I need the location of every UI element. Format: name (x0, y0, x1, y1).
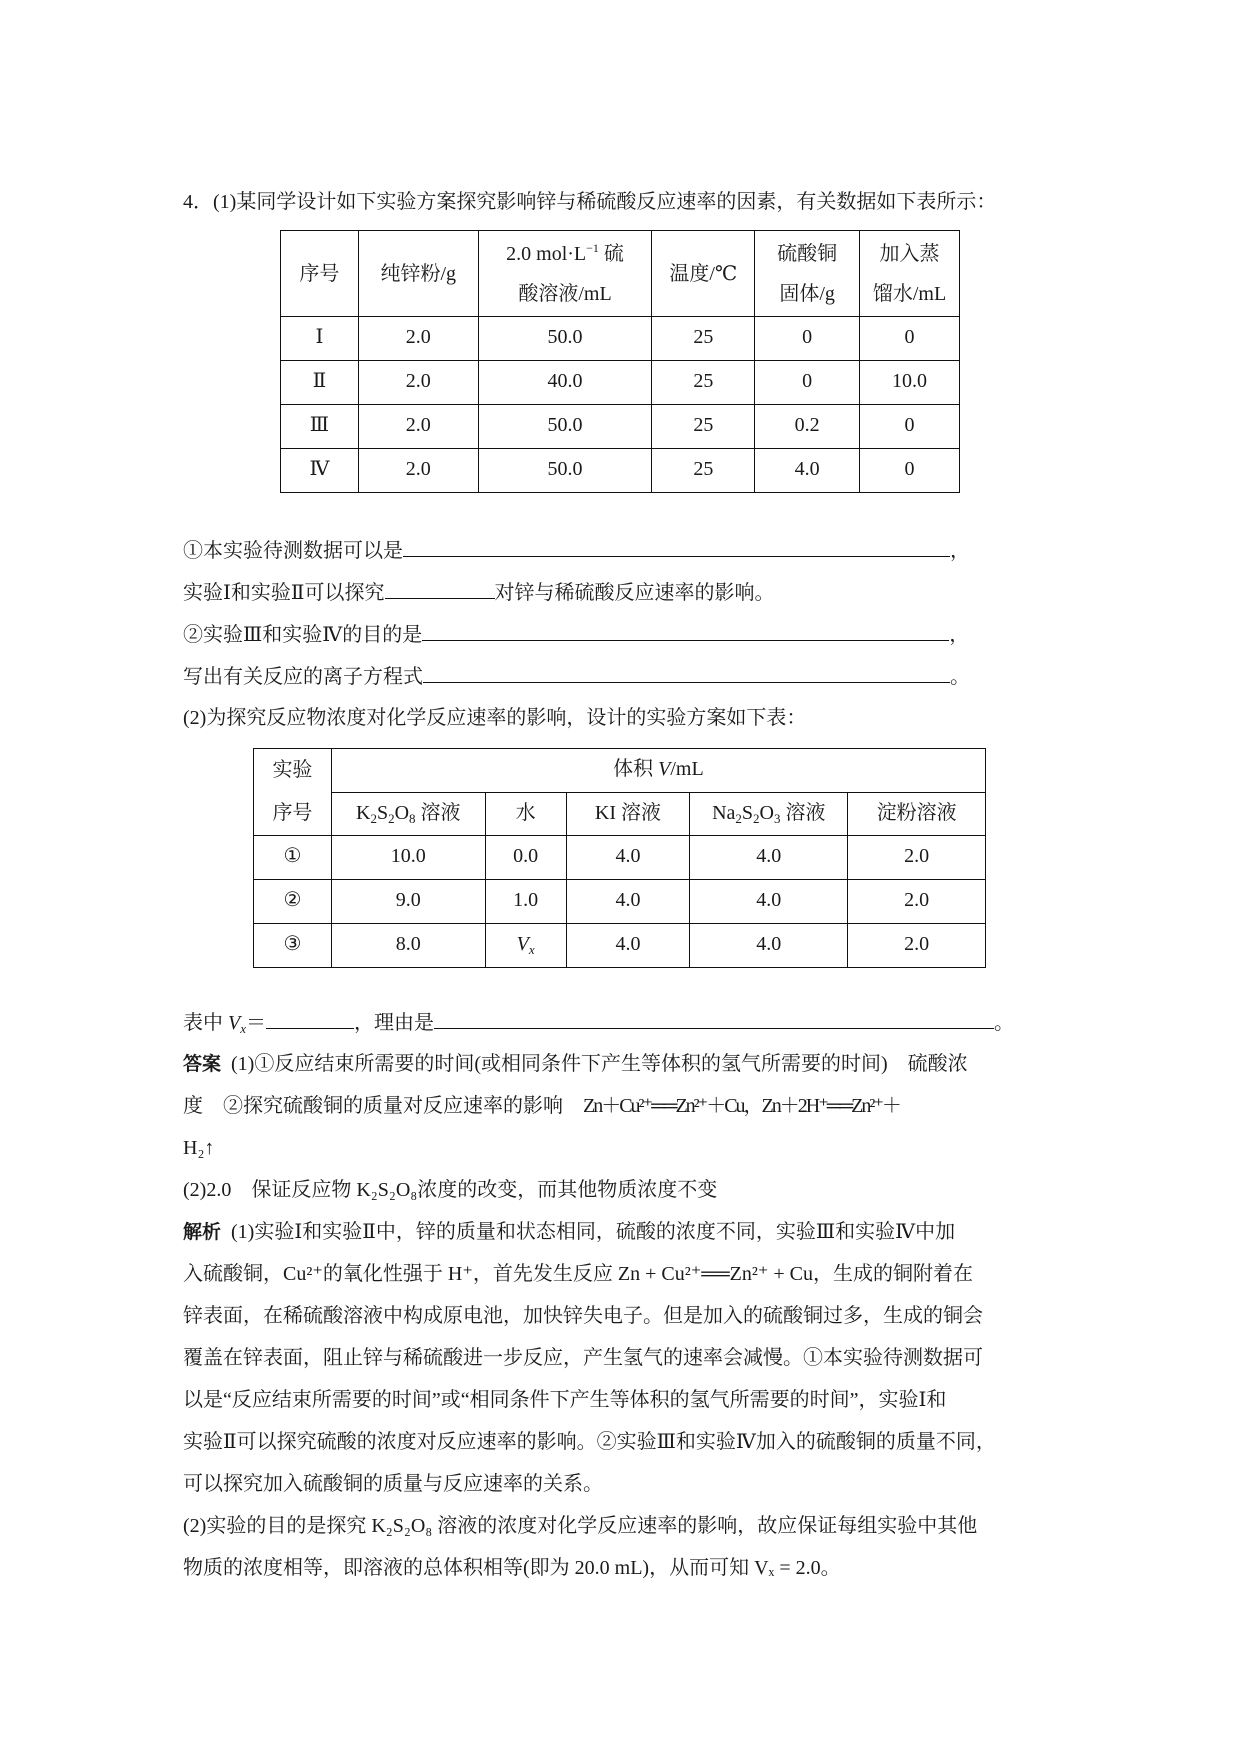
table1-header-index: 序号 (281, 231, 359, 317)
question-number: 4． (183, 191, 213, 213)
table-cell: 0 (860, 317, 960, 361)
answer-label: 答案 (183, 1053, 222, 1075)
q2-line2 (183, 664, 1063, 689)
table-cell: 2.0 (358, 405, 478, 449)
analysis-line-9: 物质的浓度相等，即溶液的总体积相等(即为 20.0 mL)，从而可知 Vₓ = 2.0。 (183, 1557, 841, 1579)
table-cell: 8.0 (331, 924, 485, 968)
table1-header-zinc: 纯锌粉/g (358, 231, 478, 317)
table-cell: ② (254, 880, 332, 924)
analysis-line-5: 以是“反应结束所需要的时间”或“相同条件下产生等体积的氢气所需要的时间”，实验Ⅰ和 (183, 1389, 947, 1411)
answer-part2: (2)2.0 保证反应物 K₂S₂O₈浓度的改变，而其他物质浓度不变 (183, 1179, 718, 1201)
table-row (281, 317, 960, 361)
analysis-line-4: 覆盖在锌表面，阻止锌与稀硫酸进一步反应，产生氢气的速率会减慢。①本实验待测数据可 (183, 1347, 983, 1369)
part2-intro: (2)为探究反应物浓度对化学反应速率的影响，设计的实验方案如下表： (183, 707, 807, 729)
answer-equation: Zn＋Cu²⁺══Zn²⁺＋Cu，Zn＋2H⁺══Zn²⁺＋ (583, 1095, 900, 1117)
table2-header-k2s2o8: $K_2S_2O_8$ 溶液 (331, 792, 485, 836)
part1-intro: (1)某同学设计如下实验方案探究影响锌与稀硫酸反应速率的因素，有关数据如下表所示： (213, 191, 997, 213)
table-row (254, 924, 986, 968)
table1-header-cuso4-line1: 硫酸铜 (777, 242, 838, 265)
table-cell: 10.0 (860, 361, 960, 405)
table-cell: 4.0 (690, 924, 848, 968)
table1-header-acid-line1: 2.0 mol·L (506, 242, 587, 265)
table2-header-volume (331, 749, 985, 793)
answer-blank-4[interactable] (423, 664, 950, 683)
vx-var: V (228, 1012, 241, 1034)
q1-line2-suffix: 对锌与稀硫酸反应速率的影响。 (494, 582, 775, 604)
answer-line-1 (183, 1052, 1063, 1076)
table-cell: 0 (860, 449, 960, 493)
table-cell: 4.0 (690, 836, 848, 880)
answer-blank-2[interactable] (385, 580, 495, 599)
vx-eq: ＝ (246, 1012, 266, 1034)
table-cell: 25 (652, 361, 755, 405)
answer-blank-3[interactable] (422, 622, 949, 641)
analysis-line-7: 可以探究加入硫酸铜的质量与反应速率的关系。 (183, 1473, 603, 1495)
table1-header-acid-line2: 酸溶液/mL (518, 282, 612, 305)
analysis-label: 解析 (183, 1221, 222, 1243)
table-cell: 2.0 (848, 924, 986, 968)
table1-header-acid-tail: 硫 (598, 242, 624, 265)
table-row (281, 405, 960, 449)
table1-header-temp: 温度/℃ (652, 231, 755, 317)
table1-header-cuso4 (755, 231, 860, 317)
table2-header-row-1 (254, 749, 986, 793)
q2-line1 (183, 622, 1063, 647)
table-cell: 0.2 (755, 405, 860, 449)
analysis-line-3: 锌表面，在稀硫酸溶液中构成原电池，加快锌失电子。但是加入的硫酸铜过多，生成的铜会 (183, 1305, 983, 1327)
question-heading (183, 190, 1063, 214)
table-cell: 4.0 (566, 880, 690, 924)
table1-header-acid-sup: −1 (586, 240, 599, 255)
table-cell: 4.0 (755, 449, 860, 493)
table-cell: 50.0 (478, 449, 652, 493)
q2-line2-suffix: 。 (950, 666, 970, 688)
table-cell: 4.0 (690, 880, 848, 924)
table-cell: 25 (652, 317, 755, 361)
vx-suffix: 。 (994, 1012, 1014, 1034)
table-cell: 25 (652, 449, 755, 493)
analysis-line-6: 实验Ⅱ可以探究硫酸的浓度对反应速率的影响。②实验Ⅲ和实验Ⅳ加入的硫酸铜的质量不同， (183, 1431, 996, 1453)
table2-header-index-bottom: 序号 (272, 802, 313, 824)
table-cell: Ⅱ (281, 361, 359, 405)
table1-header-acid (478, 231, 652, 317)
experiment-table-1 (280, 230, 960, 493)
table-cell: 9.0 (331, 880, 485, 924)
table-cell: 4.0 (566, 836, 690, 880)
vx-sub: x (240, 1021, 246, 1036)
vx-prefix: 表中 (183, 1012, 228, 1034)
q1-line2 (183, 580, 1063, 605)
answer-text-1: (1)①反应结束所需要的时间(或相同条件下产生等体积的氢气所需要的时间) 硫酸浓 (231, 1053, 968, 1075)
table1-header-row (281, 231, 960, 317)
table-cell: 4.0 (566, 924, 690, 968)
table-cell: 2.0 (358, 317, 478, 361)
table2-header-index (254, 749, 332, 836)
q2-line1-prefix: ②实验Ⅲ和实验Ⅳ的目的是 (183, 624, 423, 646)
table-cell: 2.0 (358, 449, 478, 493)
table-row (281, 361, 960, 405)
q2-line2-prefix: 写出有关反应的离子方程式 (183, 666, 423, 688)
table-cell: 0 (860, 405, 960, 449)
table-cell: 50.0 (478, 405, 652, 449)
vx-mid: ，理由是 (354, 1012, 434, 1034)
experiment-table-2 (253, 748, 986, 968)
table1-header-water-line2: 馏水/mL (872, 282, 947, 305)
answer-blank-reason[interactable] (434, 1010, 994, 1029)
table-cell: 2.0 (848, 836, 986, 880)
table-row (281, 449, 960, 493)
table-cell: 0.0 (485, 836, 566, 880)
table-row (254, 880, 986, 924)
table2-header-starch: 淀粉溶液 (848, 792, 986, 836)
analysis-line-8: (2)实验的目的是探究 K₂S₂O₈ 溶液的浓度对化学反应速率的影响，故应保证每组实验中其他 (183, 1515, 978, 1537)
table-cell: 50.0 (478, 317, 652, 361)
answer-line-3: H₂↑ (183, 1137, 215, 1159)
table2-header-water: 水 (485, 792, 566, 836)
table-cell: 2.0 (358, 361, 478, 405)
table2-header-row-2 (254, 792, 986, 836)
table-cell: ③ (254, 924, 332, 968)
table-cell: 1.0 (485, 880, 566, 924)
table2-header-ki: KI 溶液 (566, 792, 690, 836)
answer-blank-vx[interactable] (266, 1010, 354, 1029)
q1-line1 (183, 538, 1063, 563)
table1-header-water-line1: 加入蒸 (879, 242, 940, 265)
table-row (254, 836, 986, 880)
table1-header-water (860, 231, 960, 317)
q2-line1-suffix: ， (949, 624, 970, 646)
table-cell: Ⅳ (281, 449, 359, 493)
vx-question (183, 1010, 1063, 1035)
table-cell: 0 (755, 361, 860, 405)
analysis-line-2: 入硫酸铜，Cu²⁺的氧化性强于 H⁺，首先发生反应 Zn + Cu²⁺══Zn²⁺ + Cu，生成的铜附着在 (183, 1263, 974, 1285)
q1-line1-suffix: ， (950, 540, 970, 562)
table-cell: 40.0 (478, 361, 652, 405)
table-cell: 2.0 (848, 880, 986, 924)
answer-line-2 (183, 1094, 1063, 1118)
table-cell: 0 (755, 317, 860, 361)
answer-blank-1[interactable] (403, 538, 950, 557)
analysis-text: (1)实验Ⅰ和实验Ⅱ中，锌的质量和状态相同，硫酸的浓度不同，实验Ⅲ和实验Ⅳ中加 (231, 1221, 956, 1243)
q1-line1-prefix: ①本实验待测数据可以是 (183, 540, 403, 562)
table-cell: Ⅰ (281, 317, 359, 361)
volume-label: 体积 (613, 758, 659, 780)
table-cell-vx: $V_x$ (485, 924, 566, 968)
analysis-line-1 (183, 1220, 1063, 1244)
table2-header-na2s2o3: $Na_2S_2O_3$ 溶液 (690, 792, 848, 836)
table1-header-cuso4-line2: 固体/g (779, 282, 835, 305)
table2-header-index-top: 实验 (272, 759, 313, 781)
table-cell: 10.0 (331, 836, 485, 880)
answer-text-2: 度 ②探究硫酸铜的质量对反应速率的影响 (183, 1095, 583, 1117)
table-cell: ① (254, 836, 332, 880)
table-cell: 25 (652, 405, 755, 449)
volume-var: V (658, 758, 671, 780)
volume-unit: /mL (670, 758, 704, 780)
q1-line2-prefix: 实验Ⅰ和实验Ⅱ可以探究 (183, 582, 385, 604)
table-cell: Ⅲ (281, 405, 359, 449)
